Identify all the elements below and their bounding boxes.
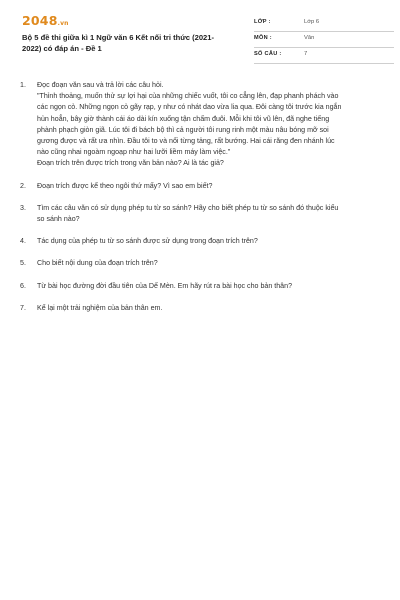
question-item (20, 203, 382, 225)
question-text (37, 236, 382, 247)
meta-label: MÔN : (254, 35, 272, 41)
question-line: "Thỉnh thoảng, muốn thử sự lợi hại của những chiếc vuốt, tôi co cẳng lên, đạp phanh phách vào (37, 92, 339, 101)
page-title (22, 32, 247, 54)
meta-row-question-count (254, 48, 394, 64)
meta-value: 7 (304, 51, 308, 57)
question-line: nào cũng nhai ngoàm ngoạp như hai lưỡi liềm máy làm việc." (37, 148, 231, 157)
question-item (20, 181, 382, 192)
question-text (37, 281, 382, 292)
question-line: Kể lại một trải nghiệm của bản thân em. (37, 303, 163, 312)
question-line: Đoạn trích được kể theo ngôi thứ mấy? Vì sao em biết? (37, 181, 213, 190)
question-number: 4. (20, 237, 26, 246)
title-line: 2022) có đáp án - Đề 1 (22, 44, 102, 53)
header (22, 14, 382, 58)
question-line: gương được và rất ưa nhìn. Đầu tôi to và nổi từng tảng, rất bướng. Hai cái răng đen nhánh lúc (37, 137, 335, 146)
meta-label: SỐ CÂU : (254, 51, 282, 57)
question-number: 1. (20, 81, 26, 89)
question-text (37, 80, 382, 170)
question-number: 7. (20, 303, 26, 312)
meta-info (254, 16, 394, 64)
meta-value: Văn (304, 35, 315, 41)
question-line: hủn hoẳn, bây giờ thành cái áo dài kín xuống tận chấm đuôi. Mỗi khi tôi vũ lên, đã nghe tiếng (37, 114, 330, 123)
meta-row-class (254, 16, 394, 32)
meta-label: LỚP : (254, 19, 271, 25)
question-list (20, 80, 382, 314)
question-line: Đọc đoạn văn sau và trả lời các câu hỏi. (37, 81, 164, 89)
question-item (20, 80, 382, 170)
question-item (20, 303, 382, 314)
question-line: Từ bài học đường đời đầu tiên của Dế Mèn. Em hãy rút ra bài học cho bản thân? (37, 281, 293, 290)
question-line: Tìm các câu văn có sử dụng phép tu từ so sánh? Hãy cho biết phép tu từ so sánh đó thuộc kiểu (37, 203, 339, 212)
question-line: Đoạn trích trên được trích trong văn bản nào? Ai là tác giả? (37, 159, 224, 168)
question-item (20, 281, 382, 292)
question-text (37, 303, 382, 314)
title-line: Bộ 5 đề thi giữa kì 1 Ngữ văn 6 Kết nối tri thức (2021- (22, 33, 215, 42)
question-line: Cho biết nội dung của đoạn trích trên? (37, 259, 158, 268)
question-number: 3. (20, 203, 26, 212)
question-text (37, 258, 382, 269)
question-item (20, 258, 382, 269)
question-text (37, 181, 382, 192)
question-line: phành phạch giòn giã. Lúc tôi đi bách bộ thì cả người tôi rung rinh một màu nâu bóng mỡ soi (37, 125, 329, 134)
question-number: 6. (20, 281, 26, 290)
question-number: 2. (20, 181, 26, 190)
question-text (37, 203, 382, 225)
question-line: Tác dụng của phép tu từ so sánh được sử dụng trong đoạn trích trên? (37, 237, 258, 246)
logo-tld: .vn (57, 20, 69, 27)
meta-row-subject (254, 32, 394, 48)
question-item (20, 236, 382, 247)
logo-main: 2048 (22, 13, 58, 28)
site-logo[interactable] (22, 14, 69, 31)
meta-value: Lớp 6 (304, 19, 320, 25)
question-line: so sánh nào? (37, 215, 80, 224)
question-line: các ngọn cỏ. Những ngọn cỏ gãy rạp, y như có nhát dao vừa lia qua. Đôi càng tôi trước kia ngắn (37, 103, 342, 112)
question-number: 5. (20, 259, 26, 268)
